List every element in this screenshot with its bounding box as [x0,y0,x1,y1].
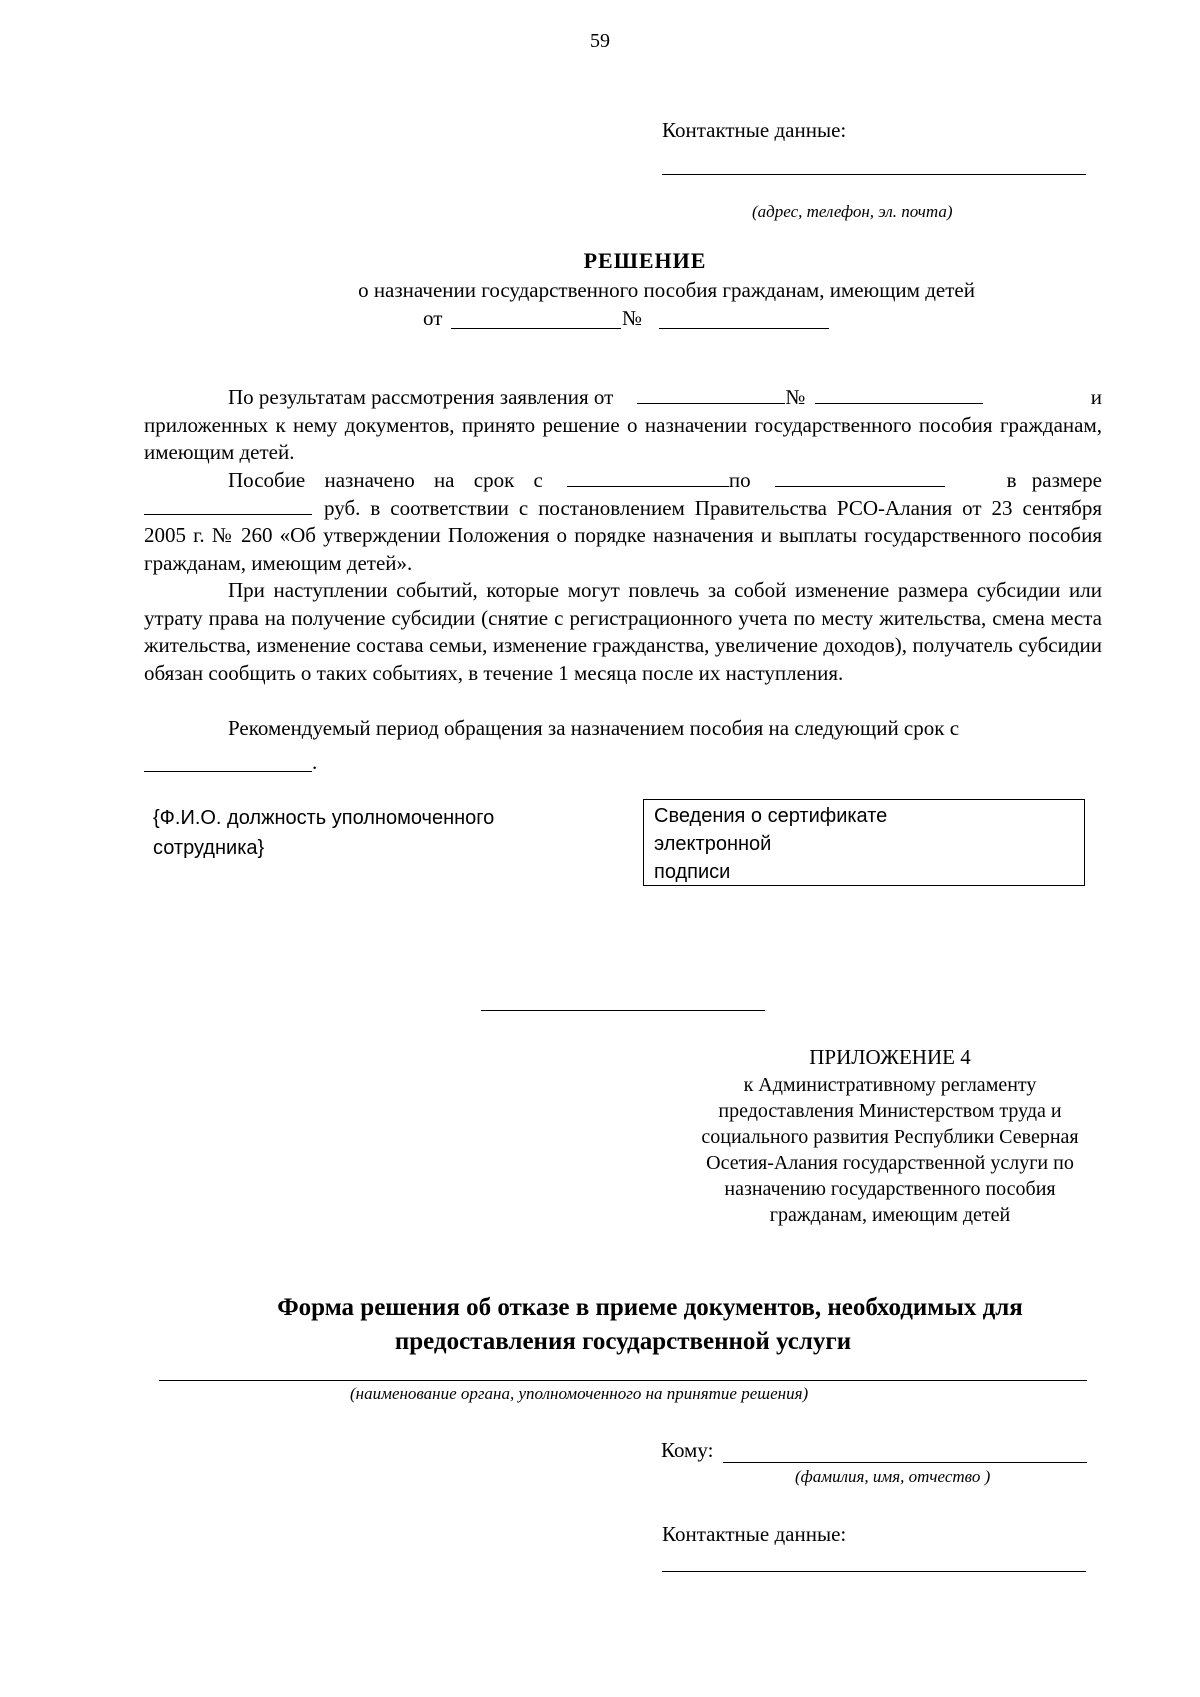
appendix-line: предоставления Министерством труда и [718,1100,1062,1122]
section-separator [481,1010,765,1011]
appendix-title: ПРИЛОЖЕНИЕ 4 [809,1045,971,1069]
paragraph-events [144,577,1102,687]
decision-number-line [659,328,829,329]
p2-from-blank [567,468,729,487]
contacts-line [662,174,1086,175]
p3-text: При наступлении событий, которые могут повлечь за собой изменение размера субсидии или утрату права на получение субсидии (снятие с регистрационного учета по месту жительства, смена места жительства, изменение состава семьи, изменение гражданства, увеличение доходов), получатель субсидии обязан сообщить о таких событиях, в течение 1 месяца после их наступления. [144,578,1102,685]
paragraph-period [144,467,1102,577]
refusal-title-line-2: предоставления государственной услуги [394,1328,852,1355]
refusal-title-line-1: Форма решения об отказе в приеме документов, необходимых для [277,1294,1023,1321]
p1-number-blank [815,385,983,404]
cert-line-2: электронной [654,833,772,855]
decision-number-label: № [622,306,643,330]
p1-and: и [1090,385,1102,409]
decision-from-label: от [423,306,443,330]
authority-hint: (наименование органа, уполномоченного на принятие решения) [350,1384,809,1403]
p1-start: По результатам рассмотрения заявления от [228,385,614,409]
appendix-line: Осетия-Алания государственной услуги по [706,1152,1074,1174]
cert-line-1: Сведения о сертификате [654,805,888,827]
signature-certificate-box [643,799,1085,886]
authority-line [159,1380,1087,1381]
p4-text: Рекомендуемый период обращения за назначением пособия на следующий срок с [228,716,960,740]
appendix-line: к Административному регламенту [743,1074,1037,1096]
p2-rest: руб. в соответствии с постановлением Правительства РСО-Алания от 23 сентября 2005 г. № 260 «Об утверждении Положения о порядке назначения и выплаты государственного пособия гражданам, имеющим детей». [144,495,1102,575]
to-hint: (фамилия, имя, отчество ) [795,1467,991,1486]
appendix-line: социального развития Республики Северная [701,1126,1079,1148]
appendix-subtitle [640,1072,1140,1228]
to-line [723,1462,1087,1463]
p2-amount-label: в размере [1006,468,1102,492]
paragraph-application [144,384,1102,467]
p2-start: Пособие назначено на срок с [228,468,543,492]
decision-subtitle: о назначении государственного пособия гражданам, имеющим детей [358,278,975,302]
p4-end: . [312,750,318,774]
official-line-2: сотрудника} [153,837,265,859]
p2-to-label: по [728,468,751,492]
p1-num-label: № [785,385,806,409]
contacts-label: Контактные данные: [662,118,847,142]
appendix-line: назначению государственного пособия [724,1178,1056,1200]
bottom-contacts-label: Контактные данные: [662,1522,847,1546]
p1-date-blank [637,385,785,404]
official-name-position [153,803,494,863]
p1-rest: приложенных к нему документов, принято решение о назначении государственного пособия гражданам, имеющим детей. [144,412,1102,464]
cert-line-3: подписи [654,861,731,883]
contacts-hint: (адрес, телефон, эл. почта) [752,202,953,221]
p2-to-blank [775,468,945,487]
bottom-contacts-line [662,1571,1086,1572]
decision-title: РЕШЕНИЕ [583,248,707,273]
paragraph-next-period [144,715,1102,743]
official-line-1: {Ф.И.О. должность уполномоченного [153,807,495,829]
to-label: Кому: [661,1438,714,1462]
p4-date-blank [144,771,312,772]
page-number: 59 [590,30,610,52]
refusal-form-title [0,1291,1200,1359]
appendix-line: гражданам, имеющим детей [769,1204,1011,1226]
decision-date-line [451,328,621,329]
p2-sum-blank [144,496,312,515]
